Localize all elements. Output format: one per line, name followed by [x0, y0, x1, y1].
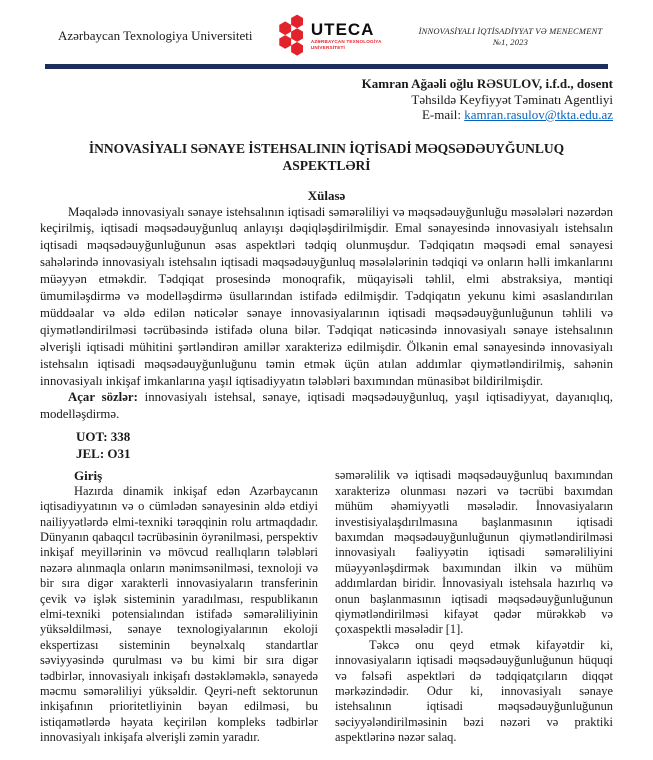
- uot-code: UOT: 338: [76, 429, 131, 445]
- uteca-hexagons-icon: [277, 13, 308, 59]
- uteca-subtitle: AZƏRBAYCAN TEXNOLOGİYA UNİVERSİTETİ: [310, 39, 382, 50]
- right-column-paragraph-2: Təkcə onu qeyd etmək kifayətdir ki, innovasiyaların iqtisadi məqsədəuyğunluğunun hüquqi və fəlsəfi aspektləri də tədqiqatçıların diqqət mərkəzindədir. Odur ki, innovasiyalı sənaye istehsalının iqtisadi məqsədəuyğunluğunun səciyyələndirilməsinin bəzi nəzəri və praktiki aspektlərinə nəzər salaq.: [335, 637, 613, 745]
- email-label: E-mail:: [421, 107, 465, 122]
- journal-title: İNNOVASİYALI İQTİSADİYYAT VƏ MENECMENT: [418, 25, 603, 36]
- jel-code: JEL: O31: [76, 445, 131, 461]
- right-column: [335, 468, 613, 745]
- author-affiliation: Təhsildə Keyfiyyət Təminatı Agentliyi: [411, 91, 613, 107]
- journal-issue: №1, 2023: [492, 36, 529, 47]
- keywords: [40, 389, 613, 423]
- abstract-heading: Xülasə: [307, 187, 346, 203]
- author-name: Kamran Ağaəli oğlu RƏSULOV, i.f.d., dosent: [361, 76, 613, 91]
- keywords-text: innovasiyalı istehsal, sənaye, iqtisadi məqsədəuyğunluq, yaşıl iqtisadiyyat, dayanıqlıq, modelləşdirmə.: [40, 390, 613, 422]
- uteca-logo: [277, 13, 382, 59]
- keywords-label: Açar sözlər:: [68, 390, 138, 405]
- university-name: Azərbaycan Texnologiya Universiteti: [58, 28, 253, 43]
- uteca-logo-text: [311, 21, 382, 50]
- abstract-text: Məqalədə innovasiyalı sənaye istehsalının iqtisadi səmərəliliyi və məqsədəuyğunluğu məsələləri nəzərdən keçirilmiş, iqtisadi məqsədəuyğunluq anlayışı dəqiqləşdirilmişdir. Emal sənayesində innovasiyalı istehsalın iqtisadi məqsədəuyğunluğunun əsas aspektləri tədqiq olunmuşdur. Tədqiqatın məqsədi emal sənayesi sahələrində innovasiyalı istehsalın iqtisadi məqsədəuyğunluq məsələlərinin tədqiqi və onların həlli imkanlarını müəyyən etməkdir. Tədqiqat prosesində monoqrafik, müqayisəli təhlil, elmi abstraksiya, məntiqi ümumiləşdirmə və modelləşdirmə üsullarından istifadə edilmişdir. Tədqiqatın yekunu kimi əsaslandırılan müddəalar və əldə edilən nəticələr sənaye innovasiyalarının iqtisadi məqsədəuyğunluğunun təhlili və qiymətləndirilməsi təcrübəsində istifadə oluna bilər. Tədqiqat nəticəsində innovasiyalı sənaye istehsalının əlverişli iqtisadi mühitini şərtləndirən amillər xarakterizə edilmişdir. Ölkənin emal sənayesində innovasiyalı istehsalın iqtisadi məqsədəuyğunluğunu təmin etmək üçün atılan addımlar qiymətləndirilmiş, sahənin innovasiyalı inkişaf imkanlarına yaşıl iqtisadiyyatın tələbləri baxımından münasibət bildirilmişdir.: [40, 204, 613, 388]
- article-title-line1: İNNOVASİYALI SƏNAYE İSTEHSALININ İQTİSADİ MƏQSƏDƏUYĞUNLUQ: [88, 140, 565, 156]
- left-column-paragraph: Hazırda dinamik inkişaf edən Azərbaycanın iqtisadiyyatının və o cümlədən sənayesinin əldə etdiyi nailiyyətlərdə elmi-texniki tərəqqinin rolu artmaqdadır. Dünyanın qabaqcıl təcrübəsinin öyrənilməsi, perspektiv inkişaf meyillərinin və mövcud reallıqların tələbləri nəzərə alınmaqla onların mənimsənilməsi, texnoloji və bir sıra digər xarakterli innovasiyaların transferinin çevik və işlək sisteminin yaradılması, respublikanın elmi-texniki potensialından istifadə səmərəliliyinin yüksəldilməsi, sənaye texnologiyalarının ekoloji ekspertizası sisteminin beynəlxalq standartlar səviyyəsində qurulması və bu kimi bir sıra digər tədbirlər, innovasiyalı inkişafı dəstəkləməklə, sənayedə məcmu səmərəliliyi yüksəldir. Qeyri-neft sektorunun inkişafının prioritetliyinin bəyan edilməsi, bu istiqamətlərdə həyata keçirilən kompleks tədbirlər innovasiyalı inkişafa əlverişli zəmin yaradır.: [40, 483, 318, 745]
- journal-header: [40, 13, 613, 59]
- classification-codes: [76, 429, 613, 462]
- journal-title-block: [408, 26, 613, 47]
- article-title-line2: ASPEKTLƏRİ: [282, 157, 371, 173]
- abstract-section: [40, 204, 613, 424]
- right-column-paragraph-1: səmərəlilik və iqtisadi məqsədəuyğunluq baxımından xarakterizə olunması nəzəri və təcrübi baxımdan mühüm əhəmiyyətli məsələdir. İnnovasiyaların investisiyalaşdırılmasına başlanmasının iqtisadi baxımdan məqsədəuyğunluğunun qiymətləndirilməsi innovasiyalı fəaliyyətin iqtisadi səmərəliliyini müəyyənləşdirmək baxımından ilkin və mühüm addımlardan biridir. İnnovasiyalı istehsala hazırlıq və onun başlanmasının iqtisadi məqsədəuyğunluğunun qiymətləndirilməsi kifayət qədər mürəkkəb və çoxaspektli məsələdir [1].: [335, 468, 613, 637]
- left-column: [40, 468, 318, 745]
- body-columns: [40, 468, 613, 745]
- header-divider: [45, 64, 608, 69]
- email-row: [40, 107, 613, 123]
- email-link[interactable]: kamran.rasulov@tkta.edu.az: [464, 107, 613, 122]
- intro-heading: Giriş: [74, 468, 103, 484]
- article-title: [40, 140, 613, 174]
- uteca-acronym: UTECA: [310, 20, 375, 40]
- author-block: [40, 76, 613, 123]
